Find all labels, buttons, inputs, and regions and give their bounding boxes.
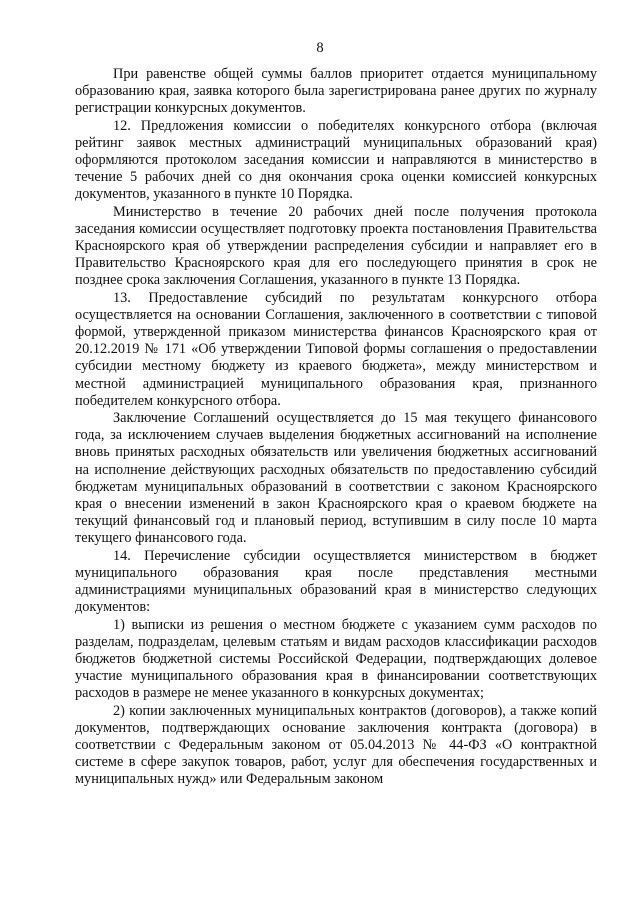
paragraph-priority: При равенстве общей суммы баллов приоритет отдается муниципальному образованию края, заявка которого была зарегистрирована ранее других по журналу регистрации конкурсных документов.: [75, 66, 597, 117]
paragraph-item-14: 14. Перечисление субсидии осуществляется министерством в бюджет муниципального образования края после представления местными администрациями муниципальных образований края в министерство следующих документов:: [75, 547, 597, 616]
paragraph-subitem-2: 2) копии заключенных муниципальных контрактов (договоров), а также копий документов, подтверждающих основание заключения контракта (договора) в соответствии с Федеральным законом от 05.04.2013 № 44-ФЗ «О контрактной системе в сфере закупок товаров, работ, услуг для обеспечения государственных и муниципальных нужд» или Федеральным законом: [75, 702, 597, 788]
paragraph-subitem-1: 1) выписки из решения о местном бюджете с указанием сумм расходов по разделам, подразделам, целевым статьям и видам расходов классификации расходов бюджетов бюджетной системы Российской Федерации, подтверждающих долевое участие муниципального образования края в финансировании соответствующих расходов в размере не менее указанного в конкурсных документах;: [75, 616, 597, 702]
page-number: 8: [316, 40, 324, 56]
paragraph-ministry-protocol: Министерство в течение 20 рабочих дней после получения протокола заседания комиссии осуществляет подготовку проекта постановления Правительства Красноярского края об утверждении распределения субсидии и направляет его в Правительство Красноярского края для его последующего принятия в срок не позднее срока заключения Соглашения, указанного в пункте 13 Порядка.: [75, 203, 597, 289]
paragraph-agreement-deadline: Заключение Соглашений осуществляется до 15 мая текущего финансового года, за исключением случаев выделения бюджетных ассигнований на исполнение вновь принятых расходных обязательств или увеличения бюджетных ассигнований на исполнение действующих расходных обязательств по предоставлению субсидий бюджетам муниципальных образований в соответствии с законом Красноярского края о внесении изменений в закон Красноярского края о краевом бюджете на текущий финансовый год и плановый период, вступившим в силу после 10 марта текущего финансового года.: [75, 410, 597, 547]
paragraph-item-13: 13. Предоставление субсидий по результатам конкурсного отбора осуществляется на основании Соглашения, заключенного в соответствии с типовой формой, утвержденной приказом министерства финансов Красноярского края от 20.12.2019 № 171 «Об утверждении Типовой формы соглашения о предоставлении субсидии местному бюджету из краевого бюджета», между министерством и местной администрацией муниципального образования края, признанного победителем конкурсного отбора.: [75, 289, 597, 409]
document-body: [75, 66, 597, 789]
paragraph-item-12: 12. Предложения комиссии о победителях конкурсного отбора (включая рейтинг заявок местных администраций муниципальных образований края) оформляются протоколом заседания комиссии и направляются в министерство в течение 5 рабочих дней со дня окончания срока оценки комиссией конкурсных документов, указанного в пункте 10 Порядка.: [75, 117, 597, 203]
